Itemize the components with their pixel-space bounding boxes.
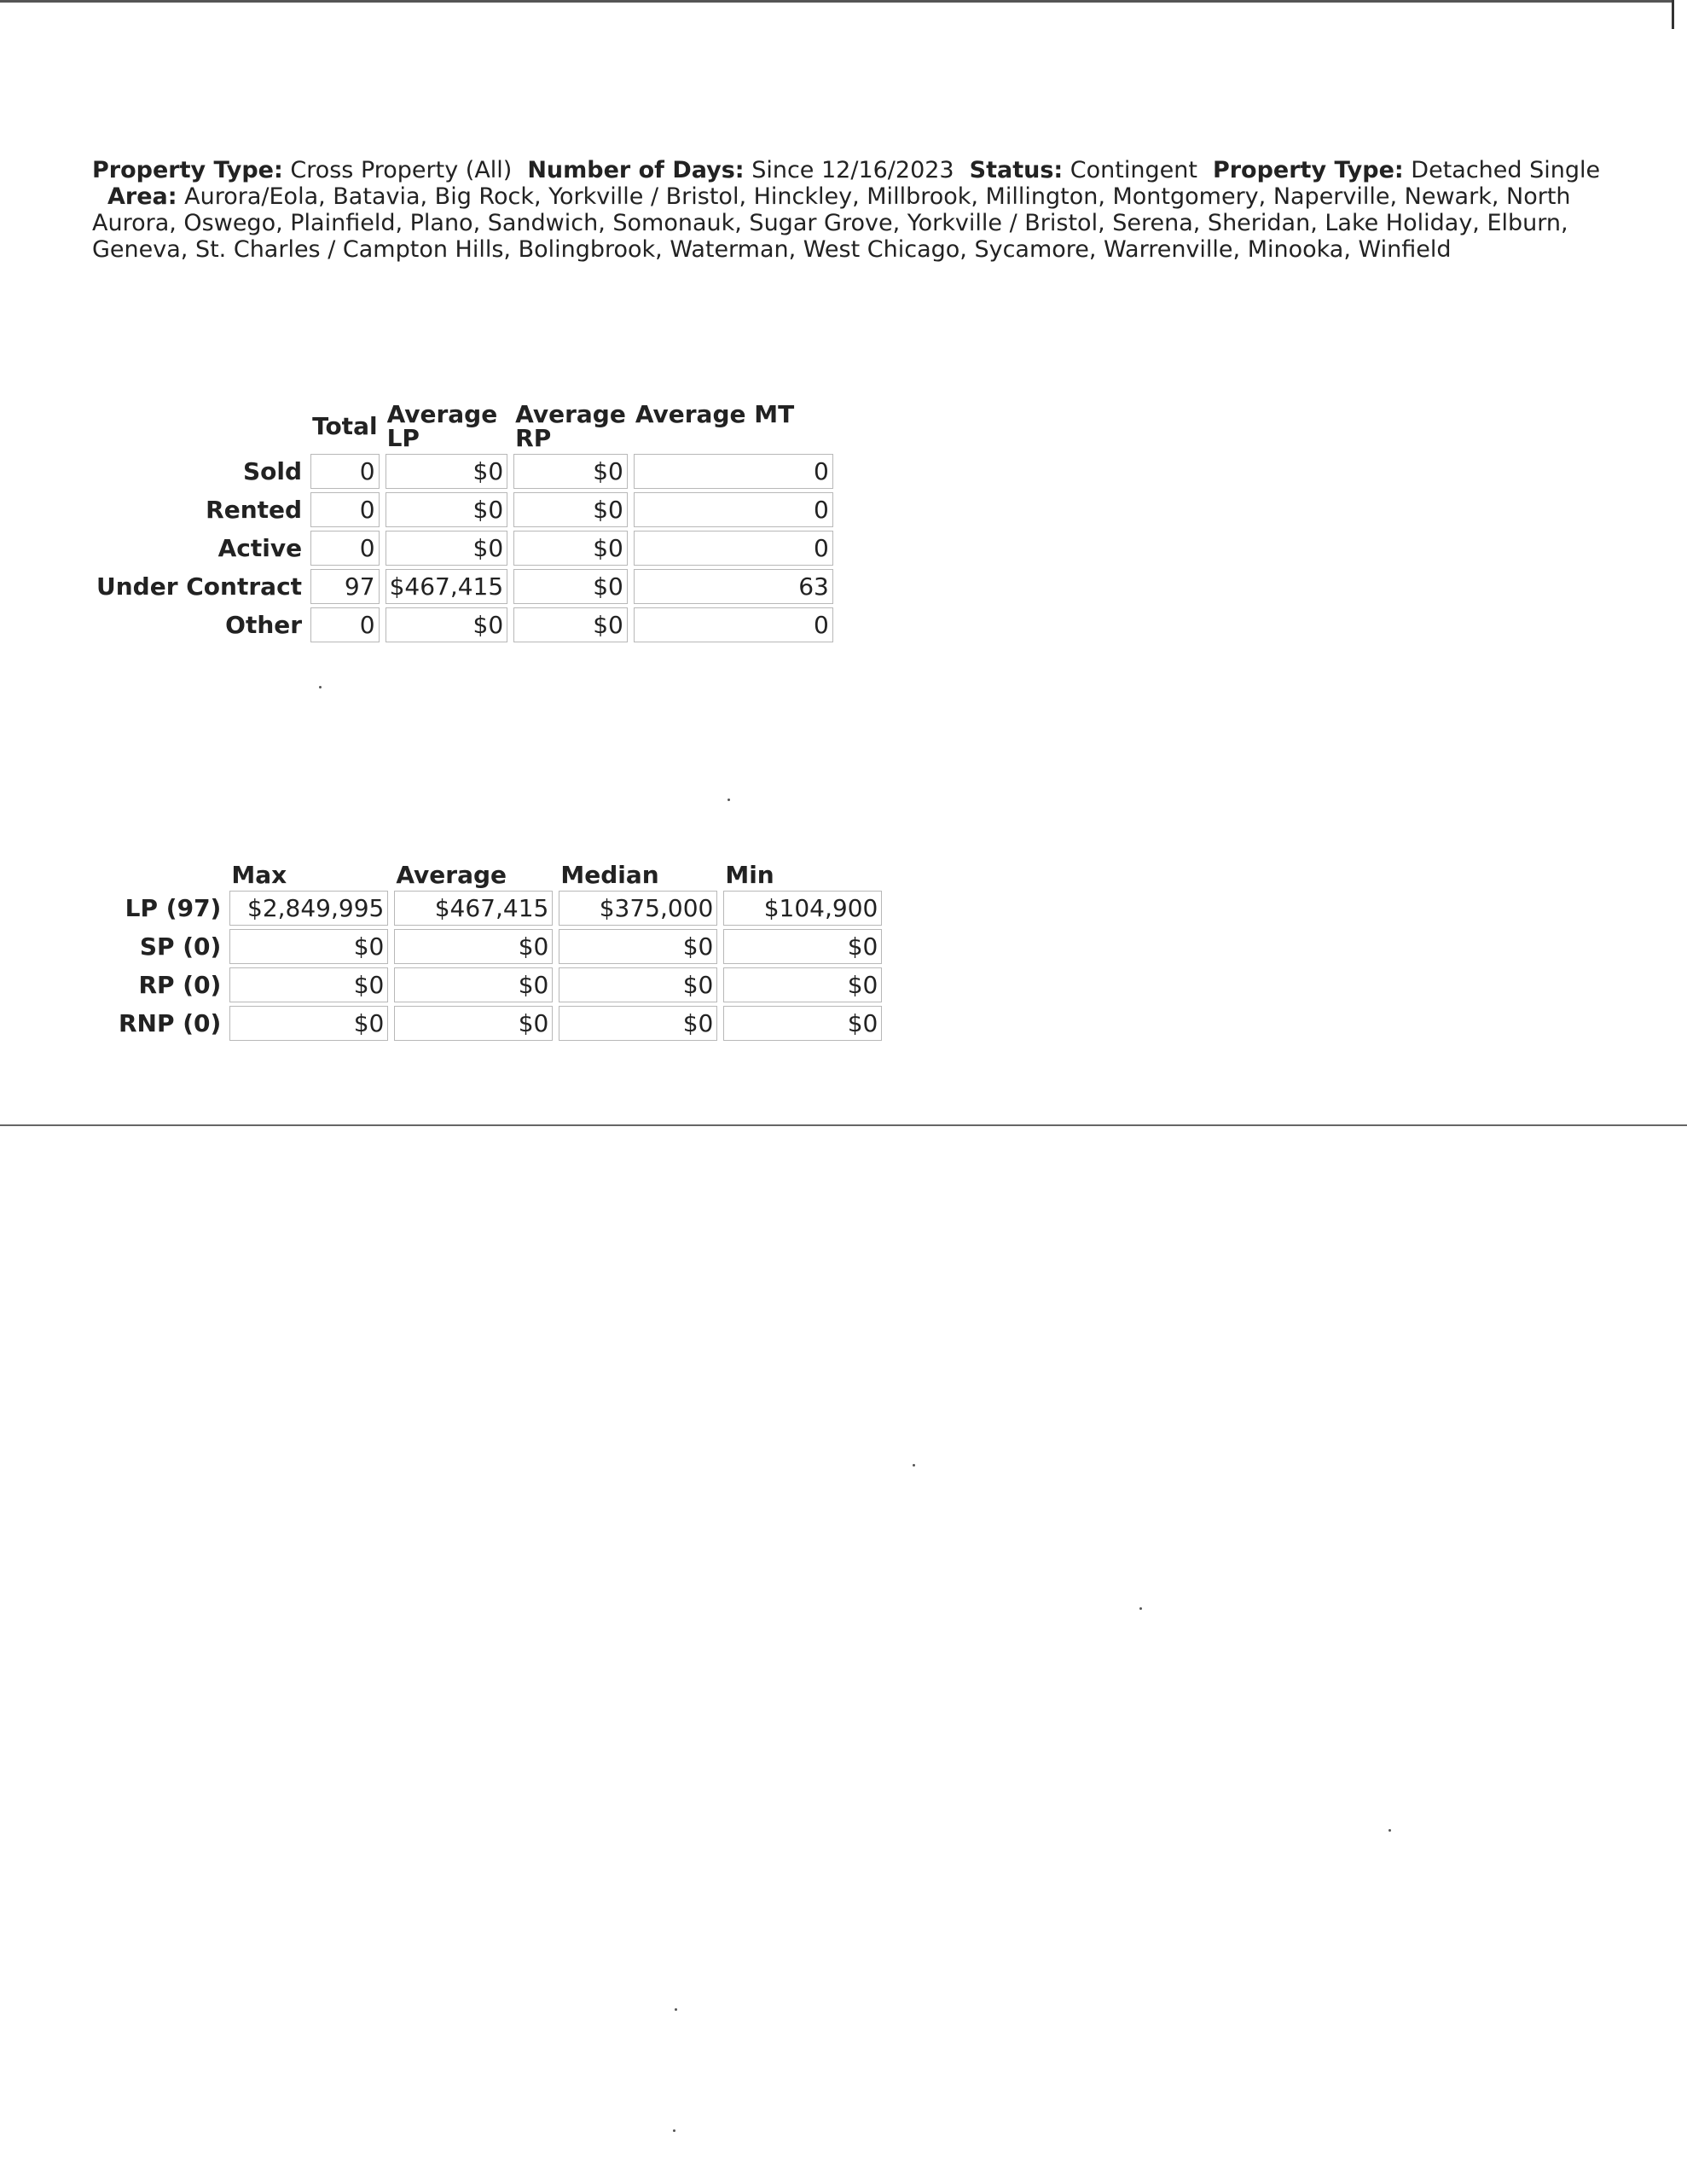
max-column-header: Max — [231, 861, 287, 889]
table-row — [119, 967, 882, 1002]
average-cell: $0 — [394, 929, 553, 964]
table-row — [96, 531, 833, 566]
status-value: Contingent — [1070, 157, 1197, 183]
average-rp-cell: $0 — [513, 454, 628, 489]
average-lp-cell: $0 — [386, 607, 508, 642]
status-label: Status: — [969, 157, 1064, 183]
average-lp-cell: $0 — [386, 454, 508, 489]
area-value: Aurora/Eola, Batavia, Big Rock, Yorkville / Bristol, Hinckley, Millbrook, Millington, Montgomery, Naperville, Newark, North Aurora, Oswego, Plainfield, Plano, Sandwich, Somonauk, Sugar Grove, Yorkville / Bristol, Serena, Sheridan, Lake Holiday, Elburn, Geneva, St. Charles / Campton Hills, Bolingbrook, Waterman, West Chicago, Sycamore, Warrenville, Minooka, Winfield — [92, 183, 1571, 263]
total-cell: 0 — [310, 454, 380, 489]
average-mt-cell: 0 — [634, 531, 833, 566]
average-mt-cell: 0 — [634, 492, 833, 527]
row-label: LP (97) — [125, 894, 222, 922]
average-cell: $0 — [394, 1006, 553, 1041]
min-cell: $0 — [723, 967, 882, 1002]
max-cell: $0 — [229, 1006, 388, 1041]
row-label: SP (0) — [139, 932, 222, 961]
scan-fold-line — [0, 1124, 1687, 1126]
table-row — [96, 492, 833, 527]
number-of-days-value: Since 12/16/2023 — [751, 157, 954, 183]
property-type-label: Property Type: — [92, 157, 283, 183]
price-header-row — [119, 863, 882, 887]
average-cell: $0 — [394, 967, 553, 1002]
table-row — [96, 569, 833, 604]
row-label: Active — [217, 534, 303, 562]
max-cell: $0 — [229, 967, 388, 1002]
average-rp-cell: $0 — [513, 531, 628, 566]
max-cell: $0 — [229, 929, 388, 964]
scan-speck — [728, 799, 730, 801]
min-cell: $0 — [723, 1006, 882, 1041]
total-cell: 0 — [310, 492, 380, 527]
average-rp-cell: $0 — [513, 569, 628, 604]
summary-corner-header — [96, 403, 304, 450]
average-mt-cell: 63 — [634, 569, 833, 604]
average-rp-column-header: Average RP — [515, 400, 626, 452]
average-rp-cell: $0 — [513, 607, 628, 642]
row-label: Sold — [243, 457, 303, 485]
property-type-2-label: Property Type: — [1212, 157, 1404, 183]
scan-speck — [1388, 1829, 1391, 1832]
row-label: Other — [225, 611, 303, 639]
row-label: Under Contract — [96, 572, 303, 601]
min-cell: $104,900 — [723, 891, 882, 926]
row-label: RP (0) — [138, 971, 222, 999]
scan-speck — [1139, 1607, 1142, 1610]
price-corner-header — [119, 863, 223, 887]
price-statistics-table — [113, 860, 888, 1044]
scan-speck — [675, 2008, 677, 2011]
page-edge-mark — [1672, 0, 1674, 29]
table-row — [96, 454, 833, 489]
total-cell: 97 — [310, 569, 380, 604]
average-mt-column-header: Average MT — [635, 400, 795, 428]
average-column-header: Average — [396, 861, 507, 889]
average-rp-cell: $0 — [513, 492, 628, 527]
number-of-days-label: Number of Days: — [527, 157, 745, 183]
scan-speck — [319, 686, 322, 688]
average-mt-cell: 0 — [634, 454, 833, 489]
total-cell: 0 — [310, 607, 380, 642]
median-cell: $0 — [559, 929, 717, 964]
total-column-header: Total — [312, 412, 378, 440]
area-label: Area: — [107, 183, 177, 210]
summary-header-row — [96, 403, 833, 450]
total-cell: 0 — [310, 531, 380, 566]
row-label: Rented — [206, 496, 303, 524]
table-row — [119, 929, 882, 964]
row-label: RNP (0) — [119, 1009, 222, 1037]
average-lp-column-header: Average LP — [386, 400, 498, 452]
average-lp-cell: $0 — [386, 492, 508, 527]
average-mt-cell: 0 — [634, 607, 833, 642]
average-lp-cell: $0 — [386, 531, 508, 566]
max-cell: $2,849,995 — [229, 891, 388, 926]
table-row — [119, 1006, 882, 1041]
table-row — [96, 607, 833, 642]
average-lp-cell: $467,415 — [386, 569, 508, 604]
median-cell: $375,000 — [559, 891, 717, 926]
search-criteria — [92, 157, 1610, 263]
average-cell: $467,415 — [394, 891, 553, 926]
status-summary-table — [90, 399, 839, 646]
table-row — [119, 891, 882, 926]
property-type-value: Cross Property (All) — [290, 157, 513, 183]
min-cell: $0 — [723, 929, 882, 964]
scan-speck — [673, 2129, 675, 2132]
median-column-header: Median — [560, 861, 659, 889]
scan-speck — [913, 1464, 915, 1467]
median-cell: $0 — [559, 967, 717, 1002]
property-type-2-value: Detached Single — [1411, 157, 1601, 183]
median-cell: $0 — [559, 1006, 717, 1041]
top-rule — [0, 0, 1673, 3]
min-column-header: Min — [725, 861, 774, 889]
